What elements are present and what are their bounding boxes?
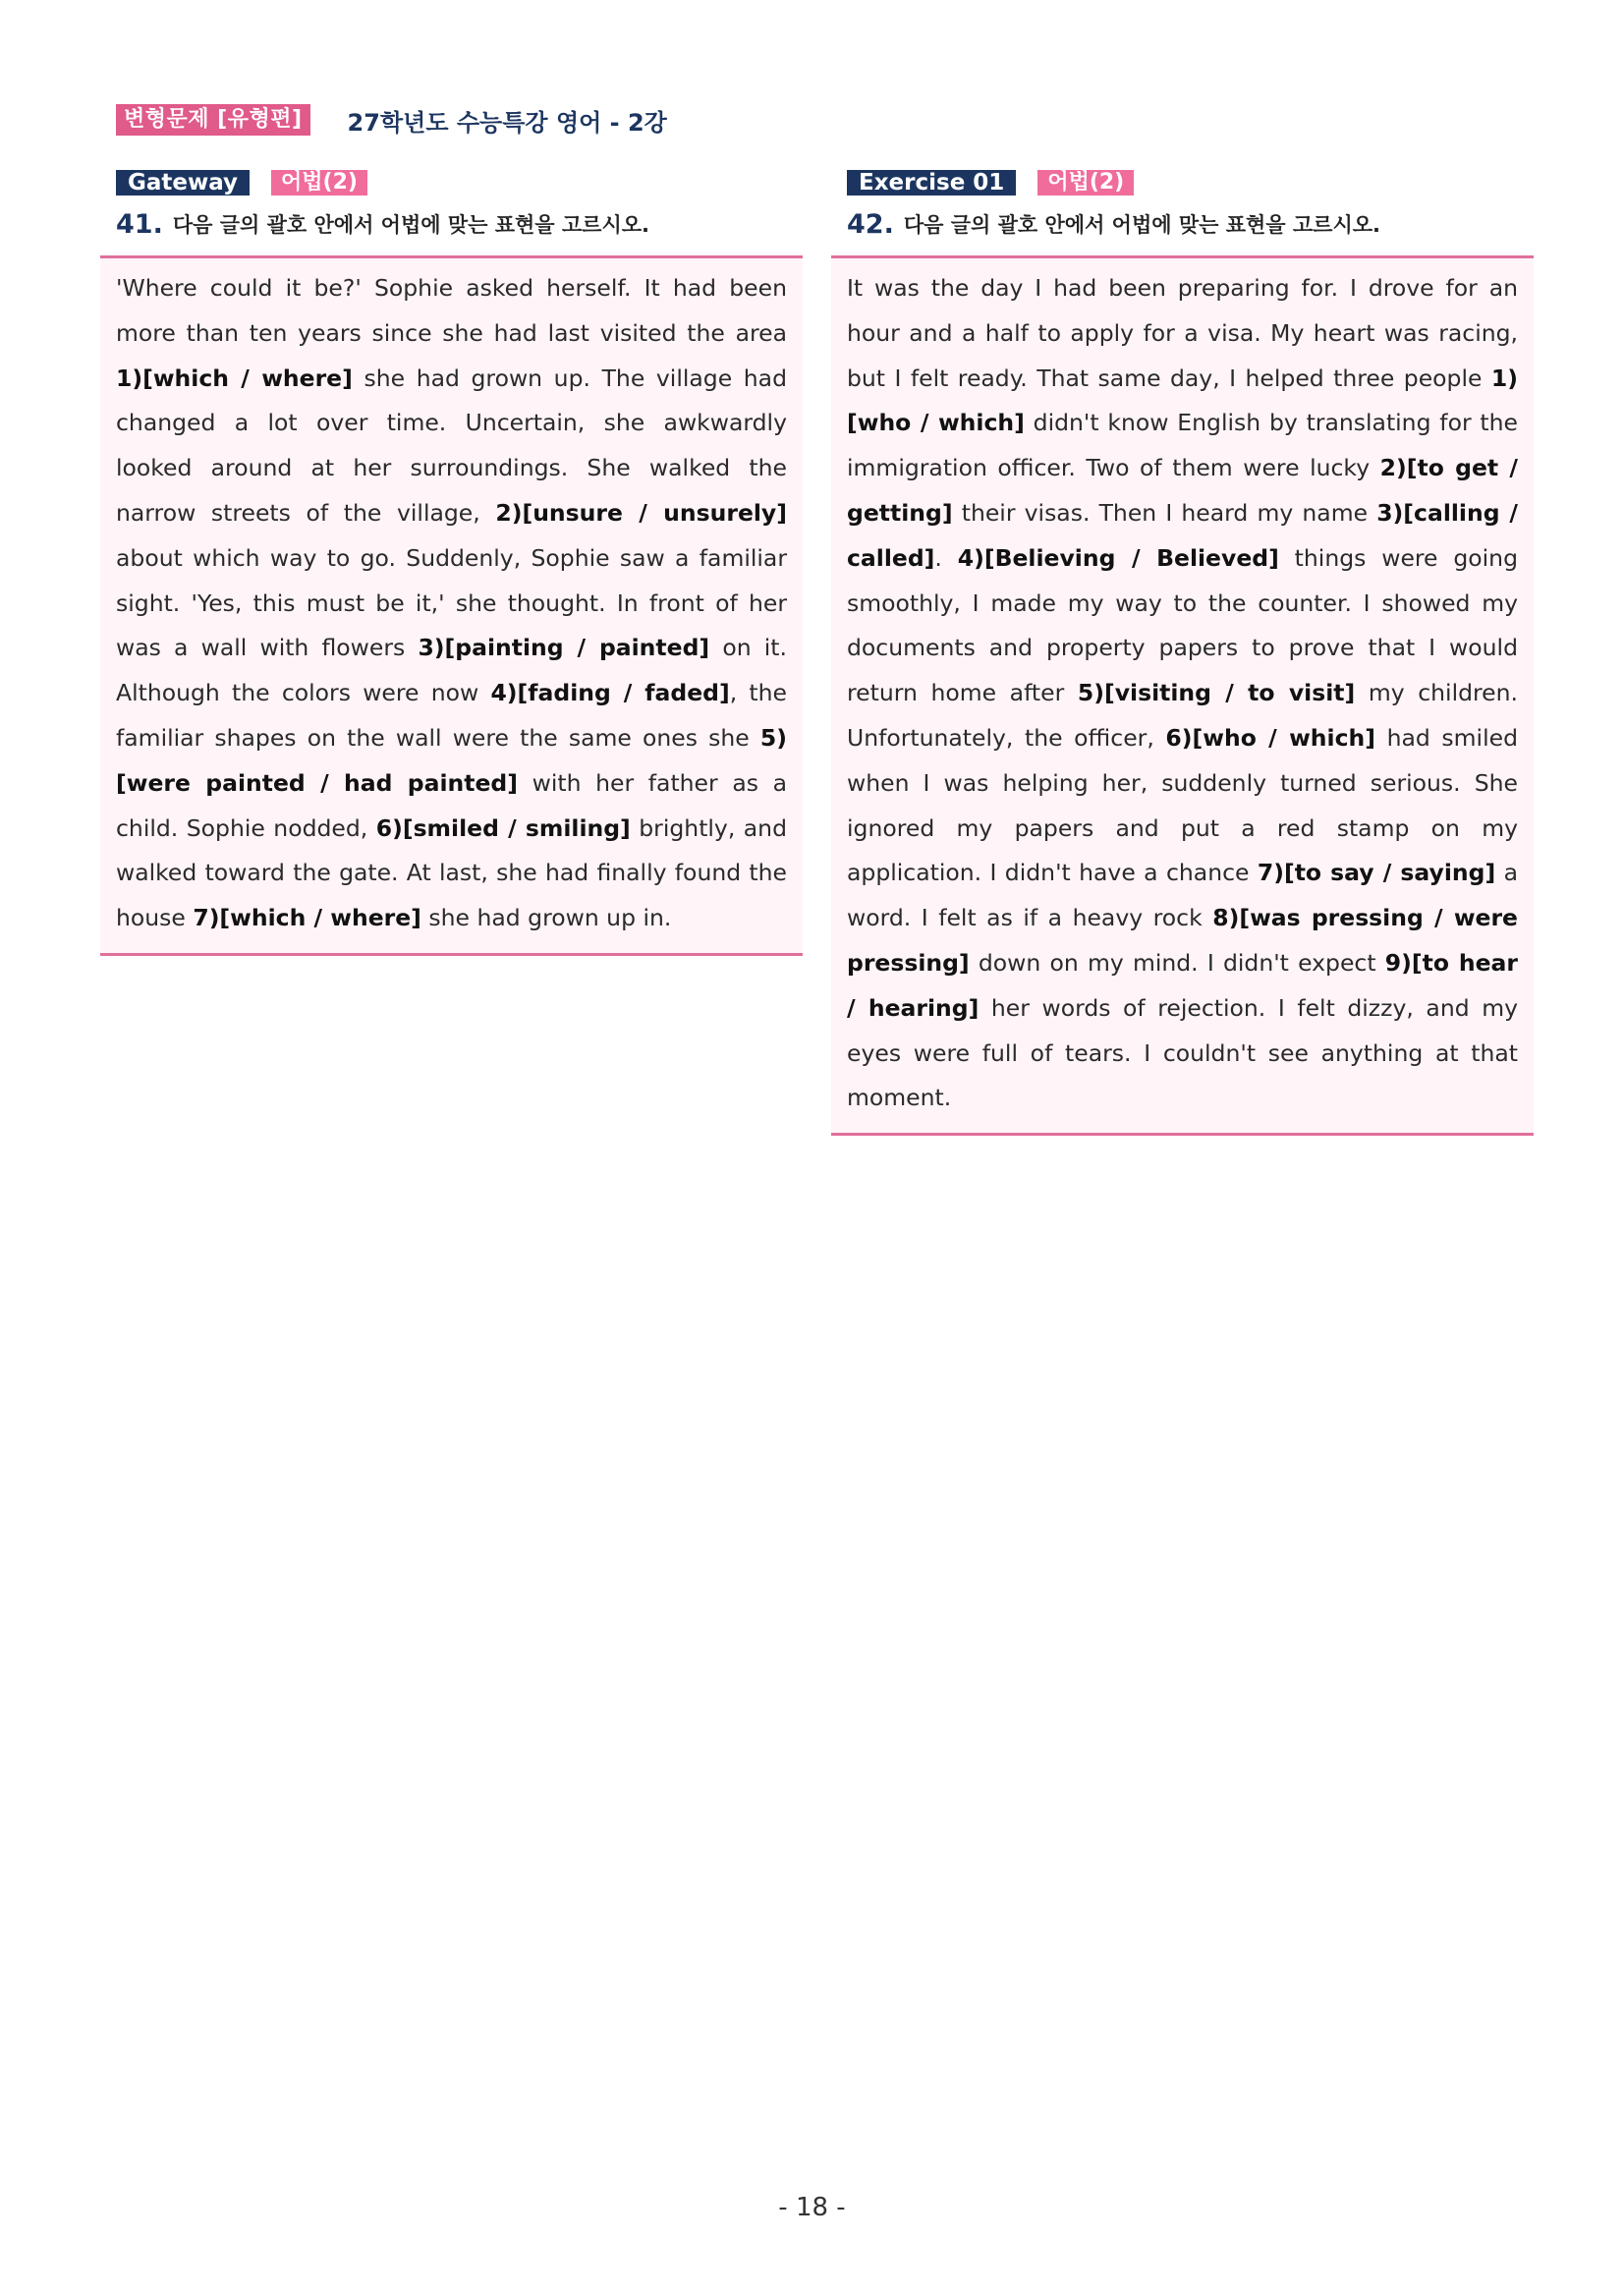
question-number: 41. <box>116 208 163 240</box>
question-instruction: 다음 글의 괄호 안에서 어법에 맞는 표현을 고르시오. <box>172 213 650 237</box>
grammar-choice: 1)[which / where] <box>116 364 353 392</box>
passage-segment: my children. Unfortunately, the officer, <box>847 679 1518 752</box>
question-header <box>116 204 803 244</box>
category-tag: 어법(2) <box>271 170 367 196</box>
grammar-choice: 5)[were painted / had painted] <box>116 723 787 797</box>
grammar-choice: 2)[to get / getting] <box>847 454 1518 527</box>
grammar-choice: 7)[which / where] <box>193 904 421 932</box>
passage-segment: with her father as a child. Sophie nodded, <box>116 768 788 842</box>
category-tag: 어법(2) <box>1037 170 1134 196</box>
passage-segment: didn't know English by translating for the immigration officer. Two of them were lucky <box>847 409 1518 482</box>
section-tag: 변형문제 [유형편] <box>116 104 310 136</box>
exercise-tag: Exercise 01 <box>847 170 1016 196</box>
page-number: - 18 - <box>778 2193 846 2222</box>
grammar-choice: 2)[unsure / unsurely] <box>495 498 787 527</box>
grammar-choice: 4)[fading / faded] <box>490 679 730 707</box>
grammar-choice: 6)[smiled / smiling] <box>375 813 631 842</box>
question-42 <box>831 169 1534 1136</box>
passage-segment: down on my mind. I didn't expect <box>969 948 1385 977</box>
passage-segment: their visas. Then I heard my name <box>952 498 1377 527</box>
passage-text <box>847 266 1518 1121</box>
passage-segment: brightly, and walked toward the gate. At last, she had finally found the house <box>116 813 787 932</box>
passage-segment: she had grown up in. <box>420 904 672 932</box>
grammar-choice: 8)[was pressing / were pressing] <box>847 904 1518 977</box>
grammar-choice: 4)[Believing / Believed] <box>957 543 1279 572</box>
passage-segment: on it. Although the colors were now <box>116 634 787 707</box>
question-number: 42. <box>847 208 894 240</box>
gateway-tag: Gateway <box>116 170 250 196</box>
grammar-choice: 5)[visiting / to visit] <box>1077 679 1356 707</box>
passage-segment: about which way to go. Suddenly, Sophie saw a familiar sight. 'Yes, this must be it,' she thought. In front of her was a wall with flowers <box>116 543 787 662</box>
grammar-choice: 9)[to hear / hearing] <box>847 948 1519 1022</box>
question-instruction: 다음 글의 괄호 안에서 어법에 맞는 표현을 고르시오. <box>903 213 1381 237</box>
passage-segment: . <box>934 543 958 572</box>
question-tags <box>847 169 1534 196</box>
passage-segment: , the familiar shapes on the wall were the same ones she <box>116 679 787 752</box>
page-header <box>116 102 667 138</box>
grammar-choice: 7)[to say / saying] <box>1257 859 1496 887</box>
passage-segment: 'Where could it be?' Sophie asked herself. It had been more than ten years since she had last visited the area <box>116 274 787 347</box>
question-41 <box>100 169 803 956</box>
question-header <box>847 204 1534 244</box>
passage-box <box>831 255 1534 1136</box>
passage-text <box>116 266 787 941</box>
passage-box <box>100 255 803 956</box>
passage-segment: her words of rejection. I felt dizzy, and my eyes were full of tears. I couldn't see anything at that moment. <box>847 993 1518 1112</box>
page-title: 27학년도 수능특강 영어 - 2강 <box>347 108 667 137</box>
passage-segment: she had grown up. The village had changed a lot over time. Uncertain, she awkwardly looked around at her surroundings. She walked the narrow streets of the village, <box>116 364 787 527</box>
passage-segment: It was the day I had been preparing for. I drove for an hour and a half to apply for a visa. My heart was racing, but I felt ready. That same day, I helped three people <box>847 274 1518 392</box>
question-tags <box>116 169 803 196</box>
grammar-choice: 3)[painting / painted] <box>418 634 710 662</box>
passage-segment: things were going smoothly, I made my way to the counter. I showed my documents and property papers to prove that I would return home after <box>847 543 1518 707</box>
grammar-choice: 1)[who / which] <box>847 364 1518 437</box>
grammar-choice: 6)[who / which] <box>1165 723 1375 752</box>
passage-segment: had smiled when I was helping her, suddenly turned serious. She ignored my papers and put a red stamp on my application. I didn't have a chance <box>847 723 1518 887</box>
grammar-choice: 3)[calling / called] <box>847 498 1518 572</box>
passage-segment: a word. I felt as if a heavy rock <box>847 859 1518 932</box>
